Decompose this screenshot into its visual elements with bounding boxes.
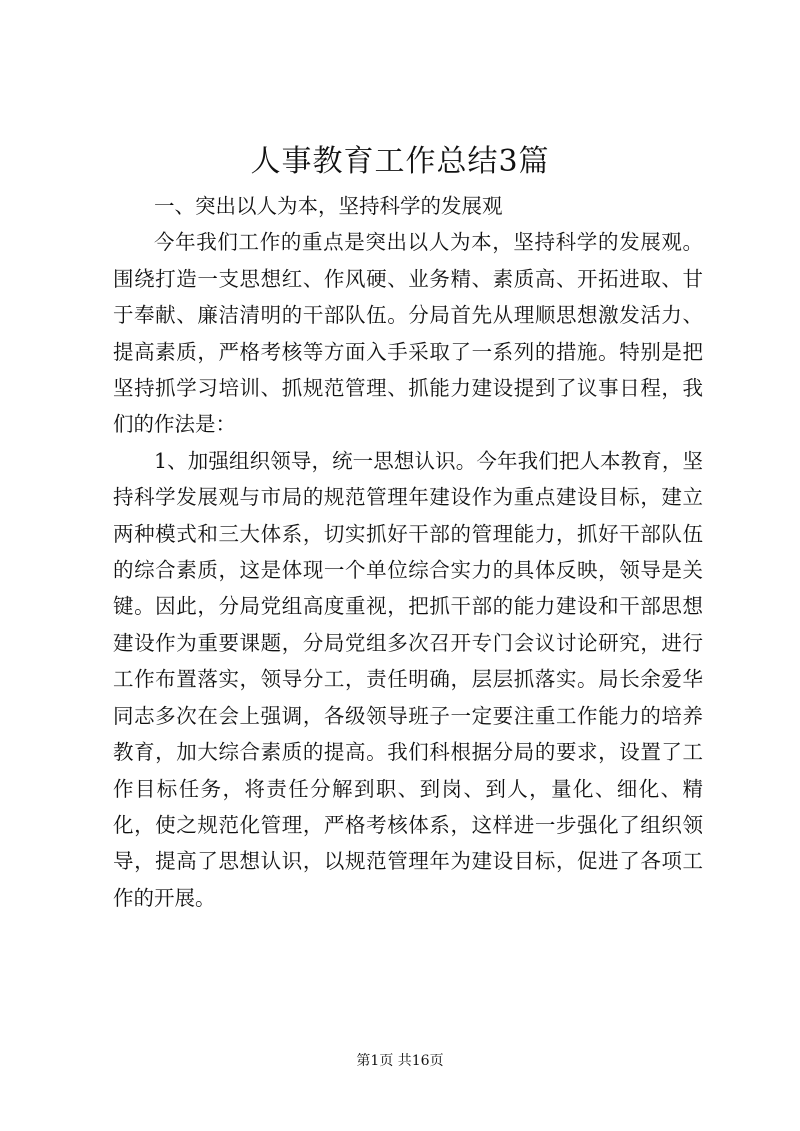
document-body [113,188,703,916]
page-footer: 第1页 共16页 [356,1053,444,1069]
section-heading: 一、突出以人为本，坚持科学的发展观 [154,194,503,218]
body-paragraph: 今年我们工作的重点是突出以人为本，坚持科学的发展观。围绕打造一支思想红、作风硬、业务精、素质高、开拓进取、甘于奉献、廉洁清明的干部队伍。分局首先从理顺思想激发活力、提高素质，严格考核等方面入手采取了一系列的措施。特别是把坚持抓学习培训、抓规范管理、抓能力建设提到了议事日程，我们的作法是： [113,230,703,437]
body-paragraph: 1、加强组织领导，统一思想认识。今年我们把人本教育，坚持科学发展观与市局的规范管理年建设作为重点建设目标，建立两种模式和三大体系，切实抓好干部的管理能力，抓好干部队伍的综合素质，这是体现一个单位综合实力的具体反映，领导是关键。因此，分局党组高度重视，把抓干部的能力建设和干部思想建设作为重要课题，分局党组多次召开专门会议讨论研究，进行工作布置落实，领导分工，责任明确，层层抓落实。局长余爱华同志多次在会上强调，各级领导班子一定要注重工作能力的培养教育，加大综合素质的提高。我们科根据分局的要求，设置了工作目标任务，将责任分解到职、到岗、到人，量化、细化、精化，使之规范化管理，严格考核体系，这样进一步强化了组织领导，提高了思想认识，以规范管理年为建设目标，促进了各项工作的开展。 [113,448,703,910]
document-title: 人事教育工作总结3篇 [250,144,550,179]
